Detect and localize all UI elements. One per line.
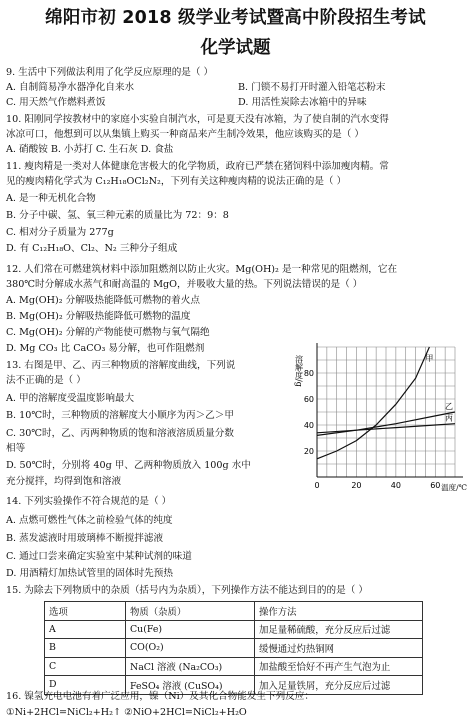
series-line-1 — [317, 347, 429, 459]
chart-labels — [295, 354, 468, 492]
q12-stem-line2: 380℃时分解成水蒸气和耐高温的 MgO，并吸收大量的热。下列说法错误的是（ ） — [6, 279, 363, 290]
q11-option-c: C. 相对分子质量为 277g — [6, 227, 114, 238]
q11-stem-line1: 11. 瘦肉精是一类对人体健康危害极大的化学物质，政府已严禁在猪饲料中添加瘦肉精。常 — [6, 161, 389, 172]
table-row — [45, 620, 423, 639]
q12-option-b: B. Mg(OH)₂ 分解吸热能降低可燃物的温度 — [6, 311, 191, 322]
table-header-row — [45, 602, 423, 621]
series-label: 丙 — [445, 413, 453, 423]
table-row — [45, 657, 423, 676]
q13-option-c-line1: C. 30℃时，乙、丙两种物质的饱和溶液溶质质量分数 — [6, 428, 234, 439]
x-tick-label: 0 — [314, 481, 320, 490]
y-axis-label: 溶解度/g — [294, 355, 304, 387]
q14-stem: 14. 下列实验操作不符合规范的是（ ） — [6, 496, 172, 507]
q15-table — [44, 601, 423, 695]
q13-stem-line1: 13. 右图是甲、乙、丙三种物质的溶解度曲线，下列说 — [6, 360, 236, 371]
q11-stem-line2: 见的瘦肉精化学式为 C₁₂H₁₈OCl₂N₂，下列有关这种瘦肉精的说法正确的是（ ） — [6, 176, 347, 187]
exam-title: 绵阳市初 2018 级学业考试暨高中阶段招生考试 — [45, 8, 426, 28]
q13-stem-line2: 法不正确的是（ ） — [6, 375, 86, 386]
q9-option-c: C. 用天然气作燃料煮饭 — [6, 97, 106, 108]
series-label: 乙 — [445, 402, 453, 411]
table-cell: 加入足量铁屑，充分反应后过滤 — [255, 676, 423, 695]
q14-option-a: A. 点燃可燃性气体之前检验气体的纯度 — [6, 515, 173, 526]
table-header-cell: 选项 — [45, 602, 126, 621]
q14-option-c: C. 通过口尝来确定实验室中某种试剂的味道 — [6, 551, 192, 562]
chart-grid — [317, 347, 455, 477]
y-tick-label: 80 — [303, 369, 314, 378]
x-tick-label: 20 — [351, 481, 362, 490]
exam-subtitle: 化学试题 — [200, 38, 271, 58]
table-cell: D — [45, 676, 126, 695]
y-tick-label: 60 — [303, 395, 314, 404]
q13-option-d-line2: 充分搅拌，均得到饱和溶液 — [6, 476, 122, 487]
table-cell: C — [45, 657, 126, 676]
table-cell: 加足量稀硫酸，充分反应后过滤 — [255, 620, 423, 639]
q13-option-b: B. 10℃时，三种物质的溶解度大小顺序为丙＞乙＞甲 — [6, 410, 234, 421]
table-cell: A — [45, 620, 126, 639]
q13-option-c-line2: 相等 — [6, 443, 26, 454]
y-tick-label: 40 — [303, 421, 314, 430]
solubility-chart — [293, 341, 469, 495]
q10-stem-line2: 冰凉可口，他想到可以从集镇上购买一种商品来产生制冷效果，他应该购买的是（ ） — [6, 129, 365, 140]
q14-option-d: D. 用酒精灯加热试管里的固体时先预热 — [6, 568, 173, 579]
q9-option-d: D. 用活性炭除去冰箱中的异味 — [238, 97, 367, 108]
x-axis-label: 温度/℃ — [441, 483, 467, 492]
y-tick-label: 20 — [303, 447, 314, 456]
q13-option-d-line1: D. 50℃时，分别将 40g 甲、乙两种物质放入 100g 水中 — [6, 460, 251, 471]
table-cell: 加盐酸至恰好不再产生气泡为止 — [255, 657, 423, 676]
q12-option-c: C. Mg(OH)₂ 分解的产物能使可燃物与氧气隔绝 — [6, 327, 210, 338]
q15-stem: 15. 为除去下列物质中的杂质（括号内为杂质），下列操作方法不能达到目的的是（ ） — [6, 585, 368, 596]
table-header-cell: 物质（杂质） — [126, 602, 255, 621]
table-header-cell: 操作方法 — [255, 602, 423, 621]
x-tick-label: 40 — [390, 481, 401, 490]
q10-stem-line1: 10. 阳刚同学按教材中的家庭小实验自制汽水，可是夏天没有冰箱，为了使自制的汽水变得 — [6, 114, 389, 125]
q9-option-a: A. 自制简易净水器净化自来水 — [6, 82, 135, 93]
q10-options: A. 硝酸铵 B. 小苏打 C. 生石灰 D. 食盐 — [6, 144, 174, 155]
q12-option-d: D. Mg CO₃ 比 CaCO₃ 易分解，也可作阻燃剂 — [6, 343, 205, 354]
q14-option-b: B. 蒸发滤液时用玻璃棒不断搅拌滤液 — [6, 533, 164, 544]
table-cell: NaCl 溶液 (Na₂CO₃) — [126, 657, 255, 676]
q9-stem: 9. 生活中下列做法利用了化学反应原理的是（ ） — [6, 67, 214, 78]
table-cell: B — [45, 639, 126, 658]
q9-option-b: B. 门锁不易打开时灌入铅笔芯粉末 — [238, 82, 386, 93]
q11-option-d: D. 有 C₁₂H₁₈O、Cl₂、N₂ 三种分子组成 — [6, 243, 178, 254]
q12-stem-line1: 12. 人们常在可燃建筑材料中添加阻燃剂以防止火灾。Mg(OH)₂ 是一种常见的阻燃剂，它在 — [6, 264, 398, 275]
q11-option-a: A. 是一种无机化合物 — [6, 193, 96, 204]
table-cell: Cu(Fe) — [126, 620, 255, 639]
x-tick-label: 60 — [430, 481, 441, 490]
q12-option-a: A. Mg(OH)₂ 分解吸热能降低可燃物的着火点 — [6, 295, 200, 306]
table-row — [45, 639, 423, 658]
q16-stem-line1: 16. 镍氢充电电池有着广泛应用，镍（Ni）及其化合物能发生下列反应： — [6, 691, 314, 702]
table-cell: 缓慢通过灼热铜网 — [255, 639, 423, 658]
table-cell: FeSO₄ 溶液 (CuSO₄) — [126, 676, 255, 695]
q13-option-a: A. 甲的溶解度受温度影响最大 — [6, 393, 135, 404]
table-cell: CO(O₂) — [126, 639, 255, 658]
series-label: 甲 — [425, 354, 434, 363]
q11-option-b: B. 分子中碳、氢、氧三种元素的质量比为 72：9：8 — [6, 210, 229, 221]
q16-stem-line2: ①Ni+2HCl=NiCl₂+H₂↑ ②NiO+2HCl=NiCl₂+H₂O — [6, 707, 247, 718]
